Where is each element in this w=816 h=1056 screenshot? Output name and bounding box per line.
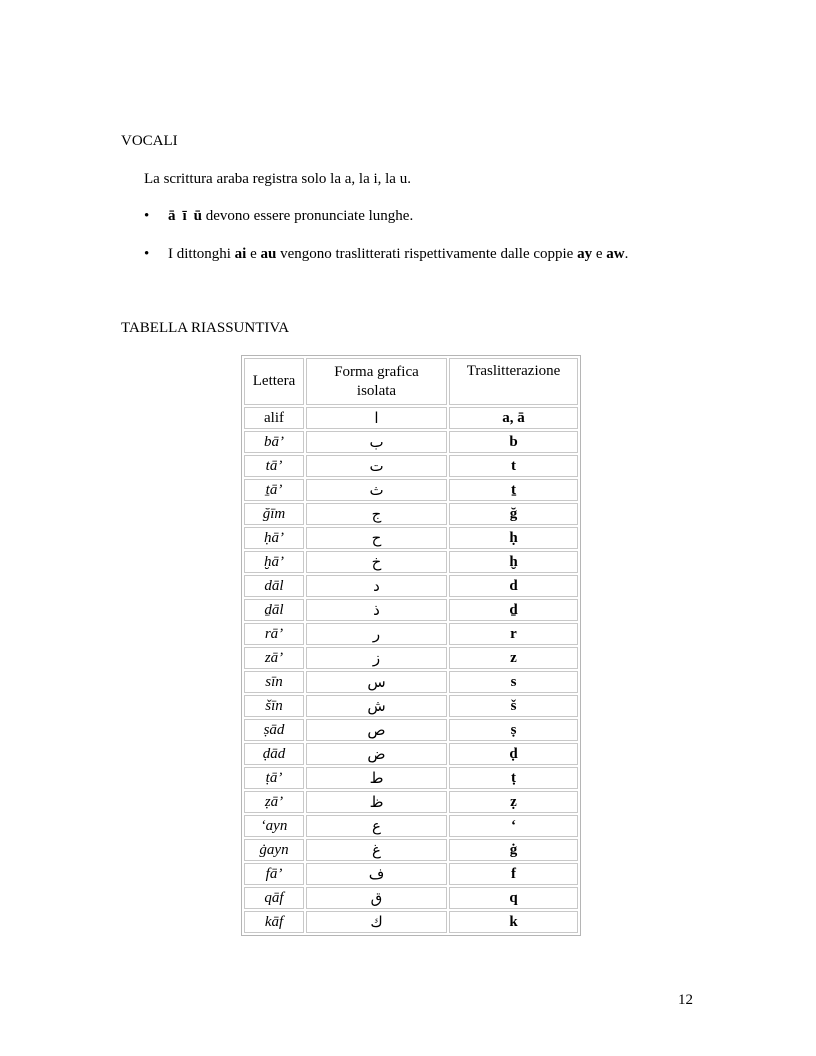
letter-name: qāf (244, 887, 304, 909)
arabic-letter: ب (306, 431, 447, 453)
bullet-text: e (592, 246, 607, 262)
vocali-bullet-list (144, 208, 628, 284)
page-number: 12 (678, 992, 693, 1008)
transliteration: ṭ (449, 767, 578, 789)
arabic-letter: ف (306, 863, 447, 885)
transliteration: b (449, 431, 578, 453)
transliteration: š (449, 695, 578, 717)
letter-name: sīn (244, 671, 304, 693)
long-vowel-i: ī (182, 208, 187, 224)
letter-name: ṣād (244, 719, 304, 741)
letter-name: ṭā’ (244, 767, 304, 789)
arabic-letter: ظ (306, 791, 447, 813)
header-forma-grafica (306, 358, 447, 405)
letter-name: fā’ (244, 863, 304, 885)
bullet-text: vengono traslitterati rispettivamente dalle coppie (276, 246, 578, 262)
arabic-letter: ذ (306, 599, 447, 621)
arabic-letter: ص (306, 719, 447, 741)
table-header-row (244, 358, 578, 405)
letter-name: tā’ (244, 455, 304, 477)
transliteration: ṣ (449, 719, 578, 741)
table-row (244, 551, 578, 573)
table-row (244, 911, 578, 933)
list-item (144, 208, 628, 246)
table-row (244, 599, 578, 621)
bullet-text: e (246, 246, 261, 262)
transliteration: k (449, 911, 578, 933)
arabic-letter: ا (306, 407, 447, 429)
transliteration-table (241, 355, 581, 936)
table-row (244, 719, 578, 741)
bullet-icon: • (144, 246, 150, 262)
section-heading-vocali: VOCALI (121, 133, 178, 149)
long-vowel-a: ā (168, 208, 176, 224)
table-row (244, 839, 578, 861)
letter-name: ḫā’ (244, 551, 304, 573)
transliteration: q (449, 887, 578, 909)
transliteration: f (449, 863, 578, 885)
bullet-icon: • (144, 208, 150, 224)
vocali-intro: La scrittura araba registra solo la a, la i, la u. (144, 171, 411, 187)
diphthong-au: au (260, 246, 277, 262)
table-row (244, 431, 578, 453)
transliteration: z (449, 647, 578, 669)
letter-name: ḍād (244, 743, 304, 765)
transliteration: ḫ (449, 551, 578, 573)
transliteration: r (449, 623, 578, 645)
arabic-letter: ز (306, 647, 447, 669)
arabic-letter: غ (306, 839, 447, 861)
table-row (244, 527, 578, 549)
letter-name: ġayn (244, 839, 304, 861)
transliteration: ġ (449, 839, 578, 861)
table-row (244, 887, 578, 909)
pair-aw: aw (606, 246, 625, 262)
letter-name: ğīm (244, 503, 304, 525)
letter-name: šīn (244, 695, 304, 717)
transliteration: ğ (449, 503, 578, 525)
letter-name: bā’ (244, 431, 304, 453)
transliteration: d (449, 575, 578, 597)
letter-name: ḥā’ (244, 527, 304, 549)
letter-name: dāl (244, 575, 304, 597)
diphthong-ai: ai (234, 246, 247, 262)
arabic-letter: س (306, 671, 447, 693)
arabic-letter: ق (306, 887, 447, 909)
transliteration: ḍ (449, 743, 578, 765)
arabic-letter: د (306, 575, 447, 597)
header-traslitterazione: Traslitterazione (449, 358, 578, 405)
table-row (244, 647, 578, 669)
long-vowel-u: ū (193, 208, 203, 224)
arabic-letter: ت (306, 455, 447, 477)
table-row (244, 863, 578, 885)
transliteration: ḥ (449, 527, 578, 549)
transliteration: s (449, 671, 578, 693)
table-row (244, 695, 578, 717)
header-lettera: Lettera (244, 358, 304, 405)
arabic-letter: ث (306, 479, 447, 501)
table-row (244, 671, 578, 693)
transliteration: ‘ (449, 815, 578, 837)
table-row (244, 815, 578, 837)
transliteration: ḏ (449, 599, 578, 621)
transliteration: ẓ (449, 791, 578, 813)
arabic-letter: ش (306, 695, 447, 717)
table-row (244, 455, 578, 477)
header-forma-line2: isolata (356, 382, 397, 399)
list-item (144, 246, 628, 284)
table-row (244, 623, 578, 645)
arabic-letter: ع (306, 815, 447, 837)
letter-name: zā’ (244, 647, 304, 669)
arabic-letter: ض (306, 743, 447, 765)
pair-ay: ay (577, 246, 593, 262)
table-row (244, 479, 578, 501)
arabic-letter: ط (306, 767, 447, 789)
arabic-letter: ج (306, 503, 447, 525)
header-forma-line1: Forma grafica (334, 363, 419, 380)
table-row (244, 743, 578, 765)
table-row (244, 575, 578, 597)
letter-name: rā’ (244, 623, 304, 645)
letter-name: kāf (244, 911, 304, 933)
section-heading-tabella: TABELLA RIASSUNTIVA (121, 320, 290, 336)
letter-name: ṯā’ (244, 479, 304, 501)
table-row (244, 503, 578, 525)
arabic-letter: خ (306, 551, 447, 573)
transliteration: ṯ (449, 479, 578, 501)
table-row (244, 407, 578, 429)
bullet-text: devono essere pronunciate lunghe. (202, 208, 414, 224)
table-row (244, 791, 578, 813)
transliteration: a, ā (449, 407, 578, 429)
arabic-letter: ر (306, 623, 447, 645)
bullet-text: . (624, 246, 629, 262)
table-row (244, 767, 578, 789)
letter-name: ḏāl (244, 599, 304, 621)
letter-name: alif (244, 407, 304, 429)
arabic-letter: ك (306, 911, 447, 933)
arabic-letter: ح (306, 527, 447, 549)
transliteration: t (449, 455, 578, 477)
bullet-text: I dittonghi (168, 246, 235, 262)
letter-name: ẓā’ (244, 791, 304, 813)
letter-name: ‘ayn (244, 815, 304, 837)
